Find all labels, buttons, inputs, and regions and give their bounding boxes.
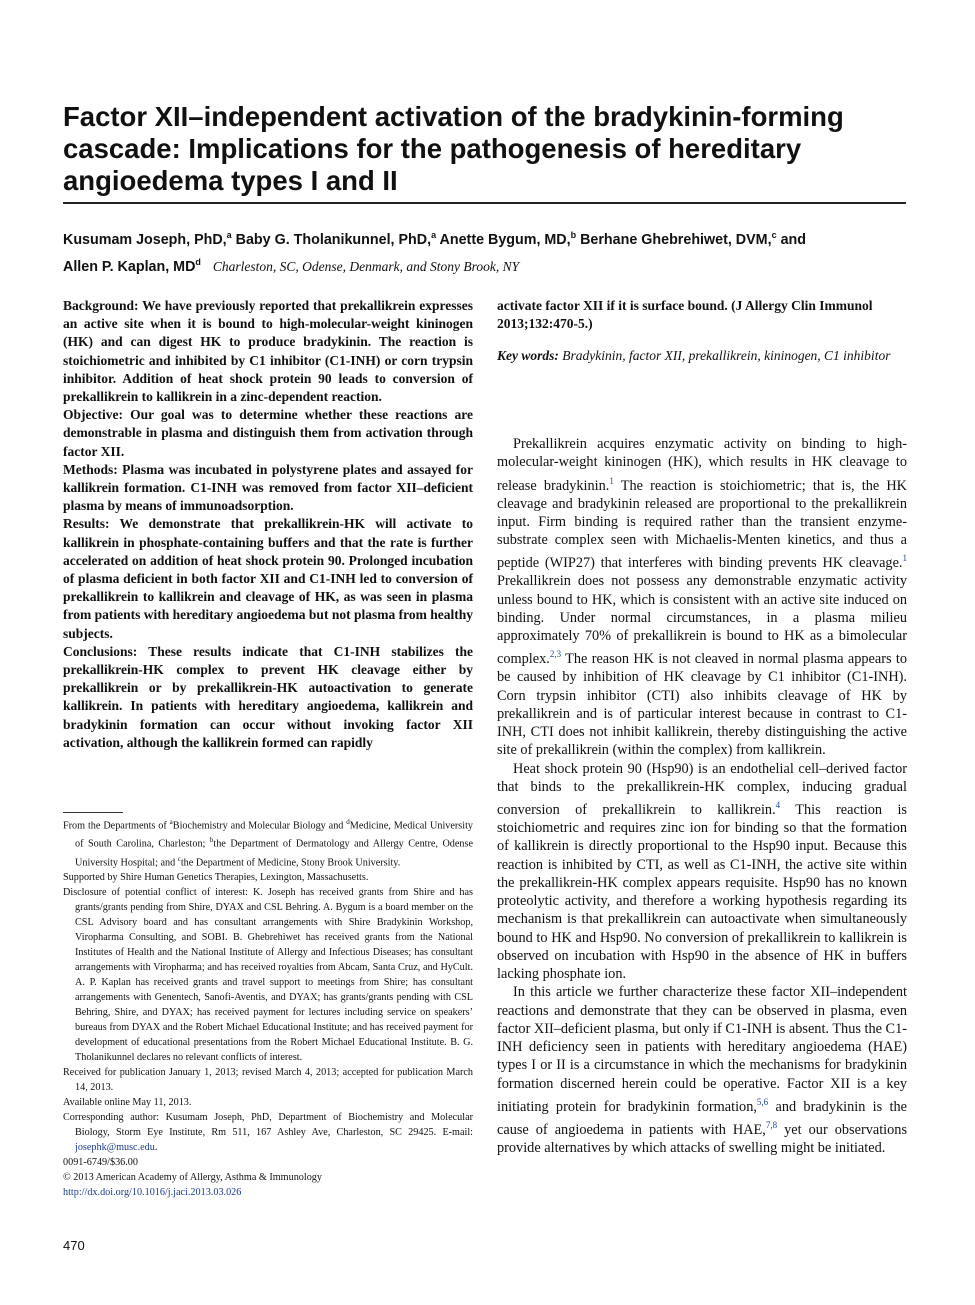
affiliation-marker: c [177,854,181,863]
footnote-support: Supported by Shire Human Genetics Therapies, Lexington, Massachusetts. [63,872,369,884]
article-title: Factor XII–independent activation of the bradykinin-forming cascade: Implications for the pathogenesis of hereditary angioedema types I and II [63,101,844,196]
citation-link[interactable]: 1 [609,475,614,486]
citation-link[interactable]: 2,3 [549,649,562,660]
affiliation-marker: b [570,230,577,240]
footnote-text: . [154,1142,158,1154]
body-text: This reaction is stoichiometric and requires zinc ion for binding so that the formation of kallikrein is directly proportional to the Hsp90 input. Because this reaction is inhibited by CTI, as well as C1-INH, the active site within the prekallikrein-HK complex appears requisite. Hsp90 has no known proteolytic activity, and therefore a working hypothesis regarding its mechanism is that prekallikrein can autoactivate when simultaneously bound to HK and Hsp90. No conversion of prekallikrein to kallikrein is observed on incubation with Hsp90 in the absence of HK in buffers lacking phosphate ion. [497,801,907,983]
affiliation-marker: a [226,230,232,240]
body-text: The reaction is stoichiometric; that is, the HK cleavage and bradykinin released are proportional to the prekallikrein input. Firm binding is required rather than the transient enzyme-substrate complex seen with Michaelis-Menten kinetics, and thus a peptide (WIP27) that interferes with binding prevents HK cleavage. [497,477,907,572]
body-text: Heat shock protein 90 (Hsp90) is an endothelial cell–derived factor that binds to the prekallikrein-HK complex, inducing gradual conversion of prekallikrein to kallikrein. [497,760,907,818]
citation-link[interactable]: 5,6 [756,1096,769,1107]
footnote-text: Medicine, Medical University of South Carolina, Charleston; [75,820,474,850]
author-name: Berhane Ghebrehiwet, DVM, [580,231,772,248]
footnote-text: From the Departments of [63,820,170,832]
affiliation-marker: d [195,256,201,267]
footnote-disclosure: Disclosure of potential conflict of interest: K. Joseph has received grants from Shire and has grants/grants pending from Shire, DYAX and CSL Behring. A. Bygum is a board member on the CSL Advisory board and has consultant arrangements with Shire Bradykinin Workshop, Viropharma Consulting, and SOBI. B. Ghebrehiwet has received grants from the National Institutes of Health and the National Institute of Allergy and Infectious Diseases; has consultant arrangements with Viropharma; and has received royalties from Abcam, Santa Cruz, and HyCult. A. P. Kaplan has received grants and travel support to meetings from Shire; has consultant arrangements with Genentech, Sanofi-Aventis, and DYAX; has grants/grants pending with CSL Behring, Shire, and DYAX; has received payment for lectures including service on speakers’ bureaus from DYAX and the Robert Michael Educational Institute; and has received payment for development of educational presentations from the Robert Michael Educational Institute. B. G. Tholanikunnel declares no relevant conflicts of interest. [63,887,473,1064]
author-name: Anette Bygum, MD, [439,231,571,248]
affiliation-marker: a [169,818,173,826]
citation-link[interactable]: 4 [775,800,781,811]
author-name: Allen P. Kaplan, MD [63,258,196,275]
footnotes [63,815,473,1200]
body-text: Prekallikrein does not possess any demonstrable enzymatic activity unless bound to HK, which is consistent with an active site induced on binding. Under normal circumstances, in a plasma milieu approximately 70% of prekallikrein is bound to HK as a bimolecular complex. [497,573,907,668]
affiliation-marker: d [346,818,350,826]
key-words-label: Key words: [497,348,559,363]
footnote-received: Received for publication January 1, 2013; revised March 4, 2013; accepted for publication March 14, 2013. [63,1067,473,1094]
footnote-text: Biochemistry and Molecular Biology and [172,820,347,832]
body-text: The reason HK is not cleaved in normal plasma appears to be caused by inhibition of HK cleavage by C1 inhibitor (C1-INH). Corn trypsin inhibitor (CTI) also inhibits cleavage of HK by prekallikrein and is of particular interest because in contrast to C1-INH, CTI does not inhibit kallikrein, thereby distinguishing the active site of prekallikrein (within the complex) from kallikrein. [497,651,907,759]
footnote-copyright: © 2013 American Academy of Allergy, Asthma & Immunology [63,1172,322,1184]
footnote-issn: 0091-6749/$36.00 [63,1157,138,1169]
author-name: Baby G. Tholanikunnel, PhD, [235,231,432,248]
page-number: 470 [63,1238,85,1253]
author-conjunction: and [780,231,806,248]
abstract-conclusions: Conclusions: These results indicate that C1-INH stabilizes the prekallikrein-HK complex to prevent HK cleavage either by prekallikrein or by prekallikrein-HK autoactivation to generate kallikrein. In patients with hereditary angioedema, kallikrein and bradykinin formation can occur without invoking factor XII activation, although the kallikrein formed can rapidly [63,643,473,750]
body-paragraph [497,760,907,984]
abstract-results: Results: We demonstrate that prekallikrein-HK will activate to kallikrein in phosphate-containing buffers and that the rate is further accelerated on addition of heat shock protein 90. Prolonged incubation of plasma deficient in both factor XII and C1-INH led to conversion of prekallikrein to kallikrein and cleavage of HK, as was seen in plasma from patients with hereditary angioedema but not plasma from healthy subjects. [63,516,473,641]
citation-link[interactable]: 1 [902,553,907,564]
article-body [497,435,907,1157]
footnote-text: Corresponding author: Kusumam Joseph, PhD, Department of Biochemistry and Molecular Biology, Storm Eye Institute, Rm 511, 167 Ashley Ave, Charleston, SC 29425. E-mail: [63,1112,473,1139]
footnote-available: Available online May 11, 2013. [63,1097,192,1109]
body-paragraph [497,983,907,1157]
abstract-objective: Objective: Our goal was to determine whether these reactions are demonstrable in plasma and distinguish them from activation through factor XII. [63,407,473,459]
author-name: Kusumam Joseph, PhD, [63,231,227,248]
abstract-continuation: activate factor XII if it is surface bound. (J Allergy Clin Immunol 2013;132:470-5.) [497,298,873,332]
email-link[interactable]: josephk@musc.edu [75,1142,155,1154]
abstract-background: Background: We have previously reported that prekallikrein expresses an active site when it is bound to high-molecular-weight kininogen (HK) and can digest HK to produce bradykinin. The reaction is stoichiometric and inhibited by C1 inhibitor (C1-INH) or corn trypsin inhibitor. Addition of heat shock protein 90 leads to conversion of prekallikrein to kallikrein in a zinc-dependent reaction. [63,298,473,405]
body-text: Prekallikrein acquires enzymatic activity on binding to high-molecular-weight kininogen (HK), which results in HK cleavage to release bradykinin. [497,436,907,494]
author-list [63,224,913,278]
abstract-methods: Methods: Plasma was incubated in polystyrene plates and assayed for kallikrein formation. C1-INH was removed from factor XII–deficient plasma by means of immunoadsorption. [63,461,473,514]
affiliation-marker: a [431,230,437,240]
doi-link[interactable]: http://dx.doi.org/10.1016/j.jaci.2013.03.026 [63,1187,242,1199]
footnote-text: the Department of Medicine, Stony Brook University. [180,857,401,869]
citation-link[interactable]: 7,8 [765,1119,778,1130]
footnote-text: the Department of Dermatology and Allergy Centre, Odense University Hospital; and [75,838,474,869]
key-words [497,347,907,365]
title-divider [63,202,906,204]
footnote-corresponding [63,1110,473,1155]
affiliation-marker: b [209,836,214,845]
key-words-list: Bradykinin, factor XII, prekallikrein, kininogen, C1 inhibitor [562,348,891,363]
body-text: yet our observations provide alternatives by which attacks of swelling might be initiated. [497,1121,908,1156]
footnote-affiliations [63,815,473,870]
body-paragraph [497,435,907,760]
abstract [63,297,473,752]
author-locations: Charleston, SC, Odense, Denmark, and Stony Brook, NY [212,258,520,274]
footnote-divider [63,812,123,813]
body-text: In this article we further characterize these factor XII–independent reactions and demonstrate that they can be observed in plasma, even factor XII–deficient plasma, but only if C1-INH is absent. Thus the C1-INH deficiency seen in patients with hereditary angioedema (HAE) types I or II is a circumstance in which the mechanisms for bradykinin formation discerned herein could be operative. Factor XII is a key initiating protein for bradykinin formation, [497,984,907,1115]
affiliation-marker: c [771,230,777,240]
body-text: and bradykinin is the cause of angioedema in patients with HAE, [497,1098,907,1138]
